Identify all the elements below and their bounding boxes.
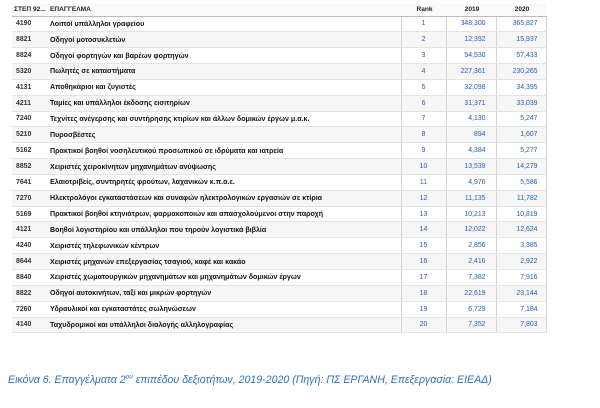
value-2020-cell: 5,247	[496, 111, 546, 127]
occupation-code-cell: 5320	[12, 64, 48, 80]
value-2020-cell: 11,782	[496, 190, 546, 206]
table-row	[12, 174, 546, 190]
occupation-code-cell: 8644	[12, 254, 48, 270]
table-row	[12, 64, 546, 80]
occupation-name-cell: Τεχνίτες ανέγερσης και συντήρησης κτιρίων και άλλων δομικών έργων μ.α.κ.	[48, 111, 401, 127]
rank-cell: 18	[401, 285, 446, 301]
occupation-name-cell: Υδραυλικοί και εγκαταστάτες σωληνώσεων	[48, 301, 401, 317]
occupation-code-cell: 8821	[12, 32, 48, 48]
table-row	[12, 254, 546, 270]
rank-cell: 13	[401, 206, 446, 222]
rank-cell: 10	[401, 159, 446, 175]
occupation-code-cell: 5162	[12, 143, 48, 159]
occupation-code-cell: 4140	[12, 317, 48, 333]
rank-cell: 7	[401, 111, 446, 127]
value-2019-cell: 4,976	[446, 174, 496, 190]
value-2019-cell: 13,539	[446, 159, 496, 175]
value-2019-cell: 12,392	[446, 32, 496, 48]
occupation-code-cell: 7240	[12, 111, 48, 127]
rank-cell: 9	[401, 143, 446, 159]
rank-cell: 19	[401, 301, 446, 317]
header-2020: 2020	[496, 4, 546, 16]
value-2019-cell: 11,135	[446, 190, 496, 206]
value-2019-cell: 2,856	[446, 238, 496, 254]
value-2020-cell: 1,607	[496, 127, 546, 143]
table-row	[12, 32, 546, 48]
occupation-name-cell: Χειριστές τηλεφωνικών κέντρων	[48, 238, 401, 254]
table-row	[12, 238, 546, 254]
value-2020-cell: 14,279	[496, 159, 546, 175]
table-row	[12, 190, 546, 206]
table-row	[12, 222, 546, 238]
occupation-code-cell: 8824	[12, 48, 48, 64]
rank-cell: 12	[401, 190, 446, 206]
occupation-name-cell: Πρακτικοί βοηθοί νοσηλευτικού προσωπικού σε ιδρύματα και ιατρεία	[48, 143, 401, 159]
rank-cell: 16	[401, 254, 446, 270]
header-code: ΣΤΕΠ 92...	[12, 4, 48, 16]
table-row	[12, 79, 546, 95]
table-row	[12, 111, 546, 127]
figure-caption	[8, 374, 596, 386]
table-row	[12, 143, 546, 159]
value-2019-cell: 348,300	[446, 16, 496, 32]
value-2020-cell: 2,922	[496, 254, 546, 270]
table-row	[12, 270, 546, 286]
value-2020-cell: 5,586	[496, 174, 546, 190]
occupation-name-cell: Πυροσβέστες	[48, 127, 401, 143]
value-2020-cell: 7,916	[496, 270, 546, 286]
table-row	[12, 16, 546, 32]
occupation-name-cell: Αποθηκάριοι και ζυγιστές	[48, 79, 401, 95]
table-row	[12, 95, 546, 111]
value-2019-cell: 32,098	[446, 79, 496, 95]
table-row	[12, 159, 546, 175]
rank-cell: 8	[401, 127, 446, 143]
value-2020-cell: 7,184	[496, 301, 546, 317]
occupation-code-cell: 8852	[12, 159, 48, 175]
rank-cell: 6	[401, 95, 446, 111]
occupation-name-cell: Οδηγοί αυτοκινήτων, ταξί και μικρών φορτηγών	[48, 285, 401, 301]
occupation-name-cell: Πρακτικοί βοηθοί κτηνιάτρων, φαρμακοποιών και απασχολούμενοι στην παροχή	[48, 206, 401, 222]
occupation-name-cell: Πωλητές σε καταστήματα	[48, 64, 401, 80]
occupation-name-cell: Λοιποί υπάλληλοι γραφείου	[48, 16, 401, 32]
header-rank: Rank	[401, 4, 446, 16]
occupation-name-cell: Οδηγοί μοτοσυκλετών	[48, 32, 401, 48]
value-2020-cell: 230,265	[496, 64, 546, 80]
table-header-row	[12, 4, 546, 16]
header-2019: 2019	[446, 4, 496, 16]
rank-cell: 1	[401, 16, 446, 32]
occupation-code-cell: 5169	[12, 206, 48, 222]
occupation-code-cell: 5210	[12, 127, 48, 143]
occupation-code-cell: 4211	[12, 95, 48, 111]
occupation-name-cell: Ελαιοτριβείς, συντηρητές φρούτων, λαχανικών κ.π.α.ε.	[48, 174, 401, 190]
table-row	[12, 127, 546, 143]
table-row	[12, 301, 546, 317]
occupation-name-cell: Χειριστές χωματουργικών μηχανημάτων και μηχανημάτων δομικών έργων	[48, 270, 401, 286]
occupation-code-cell: 4190	[12, 16, 48, 32]
table-body	[12, 16, 546, 333]
occupation-name-cell: Βοηθοί λογιστηρίου και υπάλληλοι που τηρούν λογιστικά βιβλία	[48, 222, 401, 238]
rank-cell: 17	[401, 270, 446, 286]
occupation-code-cell: 8822	[12, 285, 48, 301]
value-2019-cell: 22,619	[446, 285, 496, 301]
value-2020-cell: 3,385	[496, 238, 546, 254]
caption-superscript: ου	[125, 373, 133, 381]
occupations-figure	[6, 4, 574, 333]
value-2020-cell: 7,803	[496, 317, 546, 333]
header-occupation: ΕΠΑΓΓΕΛΜΑ	[48, 4, 401, 16]
caption-rest: επιπέδου δεξιοτήτων, 2019-2020 (Πηγή: ΠΣ ΕΡΓΑΝΗ, Επεξεργασία: ΕΙΕΑΔ)	[132, 374, 492, 386]
occupation-name-cell: Χειριστές μηχανών επεξεργασίας τσαγιού, καφέ και κακάο	[48, 254, 401, 270]
table-row	[12, 48, 546, 64]
value-2020-cell: 57,433	[496, 48, 546, 64]
rank-cell: 20	[401, 317, 446, 333]
table-row	[12, 317, 546, 333]
rank-cell: 5	[401, 79, 446, 95]
value-2019-cell: 4,130	[446, 111, 496, 127]
value-2019-cell: 54,530	[446, 48, 496, 64]
value-2019-cell: 6,729	[446, 301, 496, 317]
value-2019-cell: 2,416	[446, 254, 496, 270]
rank-cell: 4	[401, 64, 446, 80]
occupation-code-cell: 7270	[12, 190, 48, 206]
occupations-table	[12, 4, 547, 333]
value-2020-cell: 34,395	[496, 79, 546, 95]
value-2019-cell: 31,371	[446, 95, 496, 111]
occupation-name-cell: Ταμίες και υπάλληλοι έκδοσης εισιτηρίων	[48, 95, 401, 111]
rank-cell: 2	[401, 32, 446, 48]
table-row	[12, 285, 546, 301]
value-2020-cell: 5,277	[496, 143, 546, 159]
occupation-name-cell: Οδηγοί φορτηγών και βαρέων φορτηγών	[48, 48, 401, 64]
occupation-code-cell: 4131	[12, 79, 48, 95]
rank-cell: 3	[401, 48, 446, 64]
value-2019-cell: 894	[446, 127, 496, 143]
rank-cell: 14	[401, 222, 446, 238]
value-2019-cell: 4,384	[446, 143, 496, 159]
rank-cell: 15	[401, 238, 446, 254]
occupation-code-cell: 7260	[12, 301, 48, 317]
occupation-code-cell: 4121	[12, 222, 48, 238]
occupation-code-cell: 8840	[12, 270, 48, 286]
value-2020-cell: 10,819	[496, 206, 546, 222]
occupation-name-cell: Ταχυδρομικοί και υπάλληλοι διαλογής αλληλογραφίας	[48, 317, 401, 333]
occupation-name-cell: Χειριστές χειροκίνητων μηχανημάτων ανύψωσης	[48, 159, 401, 175]
value-2019-cell: 12,022	[446, 222, 496, 238]
occupation-code-cell: 4240	[12, 238, 48, 254]
value-2019-cell: 227,361	[446, 64, 496, 80]
caption-lead: Εικόνα 6. Επαγγέλματα 2	[8, 374, 126, 386]
table-row	[12, 206, 546, 222]
occupation-code-cell: 7641	[12, 174, 48, 190]
value-2019-cell: 7,382	[446, 270, 496, 286]
value-2020-cell: 15,937	[496, 32, 546, 48]
value-2020-cell: 23,144	[496, 285, 546, 301]
value-2020-cell: 12,624	[496, 222, 546, 238]
value-2020-cell: 365,827	[496, 16, 546, 32]
occupation-name-cell: Ηλεκτρολόγοι εγκαταστάσεων και συναφών ηλεκτρολογικών εργασιών σε κτίρια	[48, 190, 401, 206]
value-2019-cell: 7,352	[446, 317, 496, 333]
rank-cell: 11	[401, 174, 446, 190]
value-2020-cell: 33,039	[496, 95, 546, 111]
value-2019-cell: 10,213	[446, 206, 496, 222]
